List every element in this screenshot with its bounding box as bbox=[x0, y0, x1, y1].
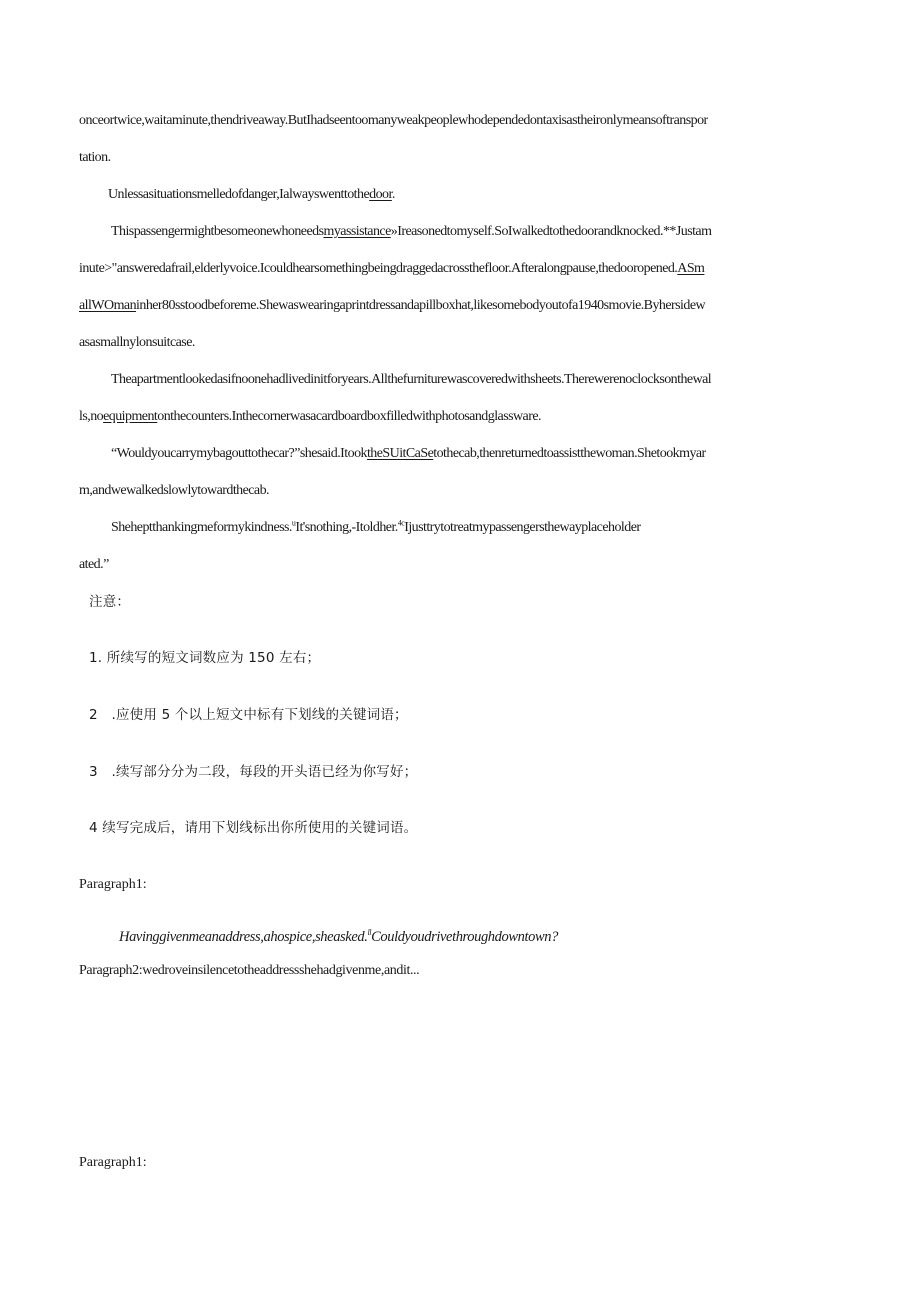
story-paragraph-6-line-2: ated.” bbox=[79, 557, 109, 572]
story-paragraph-3-line-4: asasmallnylonsuitcase. bbox=[79, 335, 195, 350]
keyword-the-suitcase: theSUitCaSe bbox=[366, 446, 434, 461]
paragraph-1-label-repeat: Paragraph1: bbox=[79, 1155, 147, 1170]
story-paragraph-4-line-1: Theapartmentlookedasifnoonehadlivedinitforyears.Allthefurniturewascoveredwithsheets.Therewerenoclocksonthewal bbox=[111, 372, 712, 387]
text-segment: ls,no bbox=[79, 409, 104, 424]
keyword-a-small-woman-part-1: ASm bbox=[677, 261, 705, 276]
notes-title: 注意： bbox=[89, 594, 131, 610]
keyword-door: door bbox=[369, 187, 392, 202]
notes-item-1: 1. 所续写的短文词数应为 150 左右； bbox=[89, 650, 321, 666]
keyword-my-assistance: myassistance bbox=[323, 224, 391, 239]
paragraph-1-label: Paragraph1: bbox=[79, 877, 147, 892]
text-segment: tothecab,thenreturnedtoassistthewoman.Shetookmyar bbox=[433, 446, 706, 461]
text-segment: inute>"answeredafrail,elderlyvoice.Icouldhearsomethingbeingdraggedacrossthefloor.Afteralongpause,thedooropened. bbox=[79, 261, 678, 276]
story-paragraph-6-line-1 bbox=[111, 519, 640, 537]
notes-item-2: 2 .应使用 5 个以上短文中标有下划线的关键词语； bbox=[89, 707, 408, 723]
text-superscript: 4c bbox=[397, 518, 405, 528]
text-superscript: ll bbox=[367, 928, 372, 938]
text-segment: “Wouldyoucarrymybagouttothecar?”shesaid.Itook bbox=[111, 446, 367, 461]
text-segment: Havinggivenmeanaddress,ahospice,sheasked. bbox=[119, 929, 368, 945]
story-paragraph-2 bbox=[108, 186, 395, 204]
text-segment: Sheheptthankingmeformykindness. bbox=[111, 520, 292, 535]
story-paragraph-3-line-2 bbox=[79, 260, 704, 278]
text-segment: . bbox=[391, 187, 395, 202]
text-segment: »Ireasonedtomyself.SoIwalkedtothedoorandknocked.**Justam bbox=[390, 224, 712, 239]
text-segment: inher80sstoodbeforeme.Shewaswearingaprintdressandapillboxhat,likesomebodyoutofa1940smovie.Byhersidew bbox=[136, 298, 706, 313]
text-segment: onthecounters.Inthecornerwasacardboardboxfilledwithphotosandglassware. bbox=[157, 409, 541, 424]
keyword-a-small-woman-part-2: allWOman bbox=[79, 298, 137, 313]
story-paragraph-4-line-2 bbox=[79, 408, 541, 426]
text-segment: Couldyoudrivethroughdowntown? bbox=[371, 929, 558, 945]
text-segment: Unlessasituationsmelledofdanger,Ialwayswenttothe bbox=[108, 187, 370, 202]
keyword-equipment: equipment bbox=[103, 409, 158, 424]
story-paragraph-3-line-3 bbox=[79, 297, 705, 315]
text-segment: Thispassengermightbesomeonewhoneeds bbox=[111, 224, 324, 239]
story-paragraph-1-line-2: tation. bbox=[79, 150, 111, 165]
story-paragraph-5-line-1 bbox=[111, 445, 706, 463]
story-paragraph-3-line-1 bbox=[111, 223, 711, 241]
notes-item-4: 4 续写完成后，请用下划线标出你所使用的关键词语。 bbox=[89, 820, 418, 836]
story-paragraph-1-line-1: onceortwice,waitaminute,thendriveaway.ButIhadseentoomanyweakpeoplewhodependedontaxisastheironlymeansoftranspor bbox=[79, 113, 708, 128]
text-segment: Ijusttrytotreatmypassengersthewayplaceholder bbox=[404, 520, 641, 535]
text-superscript: u bbox=[291, 518, 296, 528]
paragraph-1-opening-sentence bbox=[119, 928, 558, 946]
notes-item-3: 3 .续写部分分为二段，每段的开头语已经为你写好； bbox=[89, 764, 418, 780]
text-segment: It'snothing,-Itoldher. bbox=[295, 520, 398, 535]
story-paragraph-5-line-2: m,andwewalkedslowlytowardthecab. bbox=[79, 483, 270, 498]
paragraph-2-opening: Paragraph2:wedroveinsilencetotheaddressshehadgivenme,andit... bbox=[79, 963, 420, 978]
